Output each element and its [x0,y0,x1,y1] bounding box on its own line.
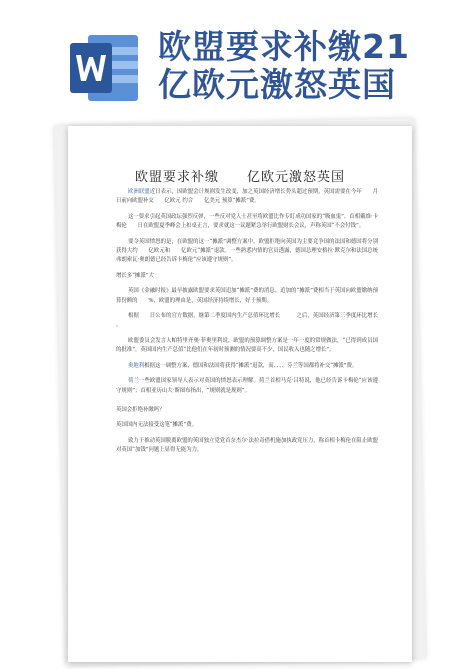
paragraph-text: 近日表示，因欧盟会计规则发生改变，加之英国经济增长势头超过预期，英国需要在今年 月 日前向欧盟补交 亿欧元 约合 亿美元 预算“摊派”费。 [116,189,389,205]
paragraph [116,377,378,396]
document-body [116,188,395,462]
word-icon [70,35,140,101]
banner [0,0,474,120]
banner-title-line2: 亿欧元激怒英国 [158,65,396,104]
banner-title [158,28,468,104]
paragraph [116,287,378,306]
inline-link[interactable]: 奥地利 [128,362,145,369]
paragraph-text: 根据 日公布的官方数据，继第二季度国内生产总值环比增长 之后，英国经济第三季度环比增长 。 [116,313,395,329]
inline-link[interactable]: 荷兰 [128,378,139,385]
paragraph [116,437,378,456]
paragraph [116,188,389,207]
paragraph [116,238,378,266]
paragraph [116,272,378,281]
paragraph [116,213,378,232]
paragraph-text: 英国国内无法接受这笔“摊派”费。 [116,422,197,429]
banner-title-line1: 欧盟要求补缴21 [158,27,410,66]
paragraph-text: 增长多“摊派”大 [116,272,154,279]
inline-link[interactable]: 欧洲联盟 [128,189,150,195]
paragraph [116,312,395,331]
paragraph-text: 这一要求引起英国政坛强烈反弹，一些反对党人士甚至将欧盟比作专盯成功国家的“吸血鬼”。首相戴维·卡梅伦 日在欧盟夏季峰会上扣桌正言，要求就这一议题紧急举行欧盟财长会议，声称英国“不会付钱”。 [116,213,378,230]
paragraph-text: 致力于推动英国脱离欧盟的英国独立党党首奈杰尔·法拉奇借机施加执政党压力，称首相卡梅伦在阻止欧盟对英国“加钱”问题上显得无能为力。 [116,437,378,454]
paragraph [116,406,378,415]
paragraph-text: 英国会拒绝补缴吗？ [116,406,165,413]
paragraph-text: 根据这一调整方案，德国和法国将获得“摊派”退款，而、、、、芬兰等国都将补交“摊派”费。 [144,362,358,369]
document-page [68,126,412,662]
paragraph-text: 英国《金融时报》最早披露欧盟要求英国追加“摊派”费的消息。追加的“摊派”费相当于英国向欧盟缴纳预算份额的 %，欧盟的理由是，英国经济持续增长，好于预期。 [116,288,378,304]
paragraph-text: 欧盟委员会发言人帕特里齐奥·菲奥里利说，欧盟的预算调整方案是一年一度的常规做法，“已得到成员国的批准”。英国国内生产总值“比他们在年初时预测的情况要高不少，国民收入也随之增长”。 [116,337,378,354]
paragraph [116,337,378,356]
paragraph-text: 一些欧盟国家领导人表示对英国的愤怒表示理解。荷兰首相马克·吕特说，他已经告诉卡梅伦“应该遵守规则”；首相亚历山大·斯图布指出，“规则就是规则”。 [116,378,378,394]
paragraph [116,421,378,430]
paragraph-text: 要令英国愤怒的是，在欧盟的这一“摊派”调整方案中，欧盟拒绝向英国为主要竞争国的法国和德国将分别获得大约 亿欧元和 亿欧元“摊派”退款。一些熟悉内情的官员透露，德国总理安格拉·默克尔和法国总统弗朗索瓦·奥朗德已经告诉卡梅伦“应该遵守规则”。 [116,238,378,264]
document-title: 欧盟要求补缴 亿欧元激怒英国 [134,170,345,185]
paragraph [116,362,378,371]
